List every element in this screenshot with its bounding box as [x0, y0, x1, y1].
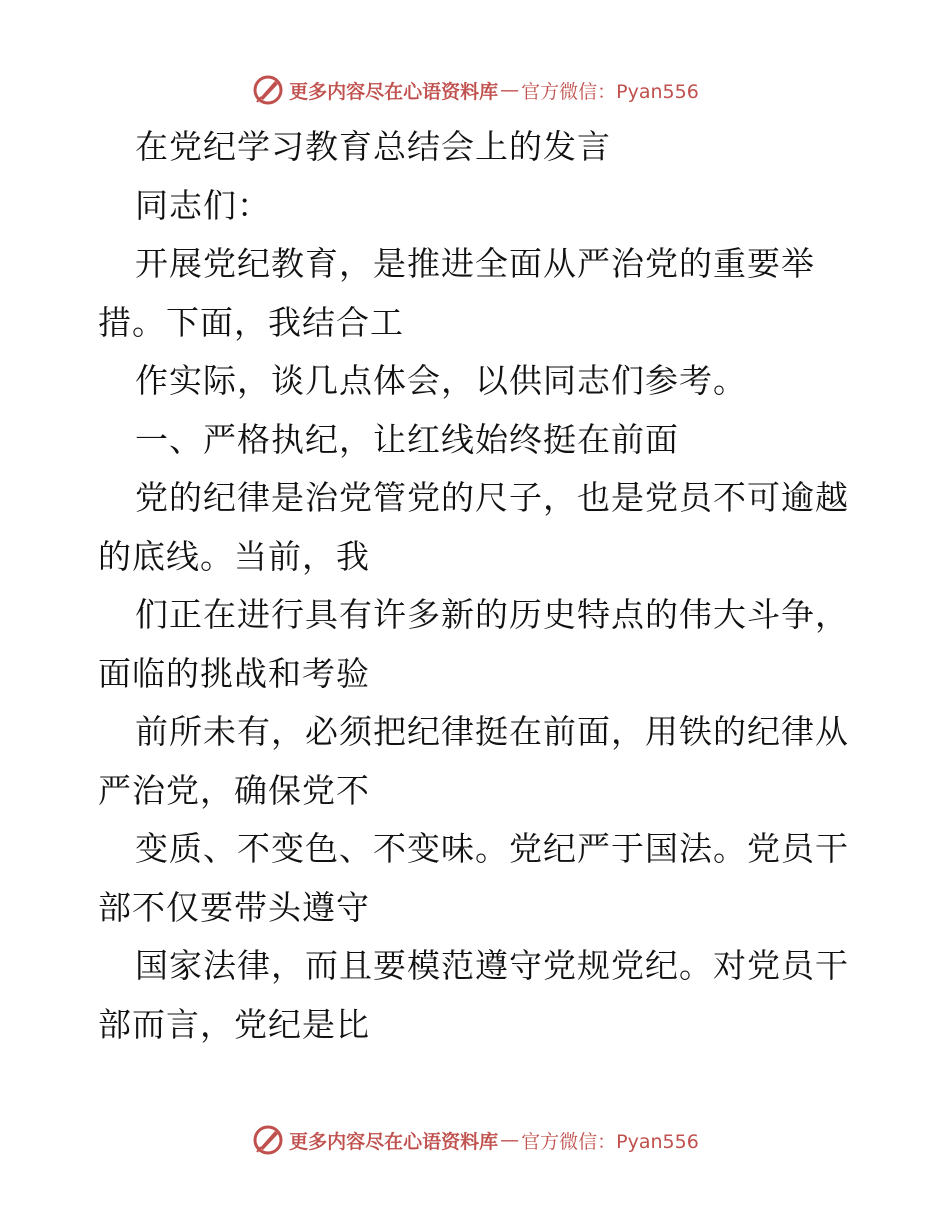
text-line: 国家法律，而且要模范遵守党规党纪。对党员干: [135, 946, 849, 985]
watermark-site-text: 更多内容尽在心语资料库: [289, 1130, 499, 1153]
text-line: 们正在进行具有许多新的历史特点的伟大斗争，: [135, 595, 849, 634]
header-watermark: [0, 70, 950, 110]
text-line: 部不仅要带头遵守: [98, 887, 370, 927]
footer-watermark: [0, 1120, 950, 1160]
text-line: 变质、不变色、不变味。党纪严于国法。党员干: [135, 829, 849, 868]
text-line: 部而言，党纪是比: [98, 1004, 370, 1044]
document-body: [98, 118, 858, 1054]
text-line: 开展党纪教育，是推进全面从严治党的重要举: [135, 244, 815, 283]
watermark-site-text: 更多内容尽在心语资料库: [289, 80, 499, 103]
text-line: 措。下面，我结合工: [98, 302, 404, 342]
text-line: 在党纪学习教育总结会上的发言: [135, 127, 611, 166]
text-line: 的底线。当前，我: [98, 536, 370, 576]
quill-circle-logo-icon: [251, 1123, 285, 1157]
text-line: 面临的挑战和考验: [98, 653, 370, 693]
quill-circle-logo-icon: [251, 73, 285, 107]
watermark-contact: 官方微信：Pyan556: [521, 1130, 699, 1153]
text-line: 一、严格执纪，让红线始终挺在前面: [135, 419, 679, 459]
watermark-separator: —: [500, 1129, 520, 1151]
watermark-separator: —: [500, 79, 520, 101]
text-line: 同志们：: [135, 185, 271, 225]
text-line: 作实际，谈几点体会，以供同志们参考。: [135, 361, 747, 400]
text-line: 严治党，确保党不: [98, 770, 370, 810]
text-line: 党的纪律是治党管党的尺子，也是党员不可逾越: [135, 478, 849, 517]
text-line: 前所未有，必须把纪律挺在前面，用铁的纪律从: [135, 712, 849, 751]
watermark-contact: 官方微信：Pyan556: [521, 80, 699, 103]
